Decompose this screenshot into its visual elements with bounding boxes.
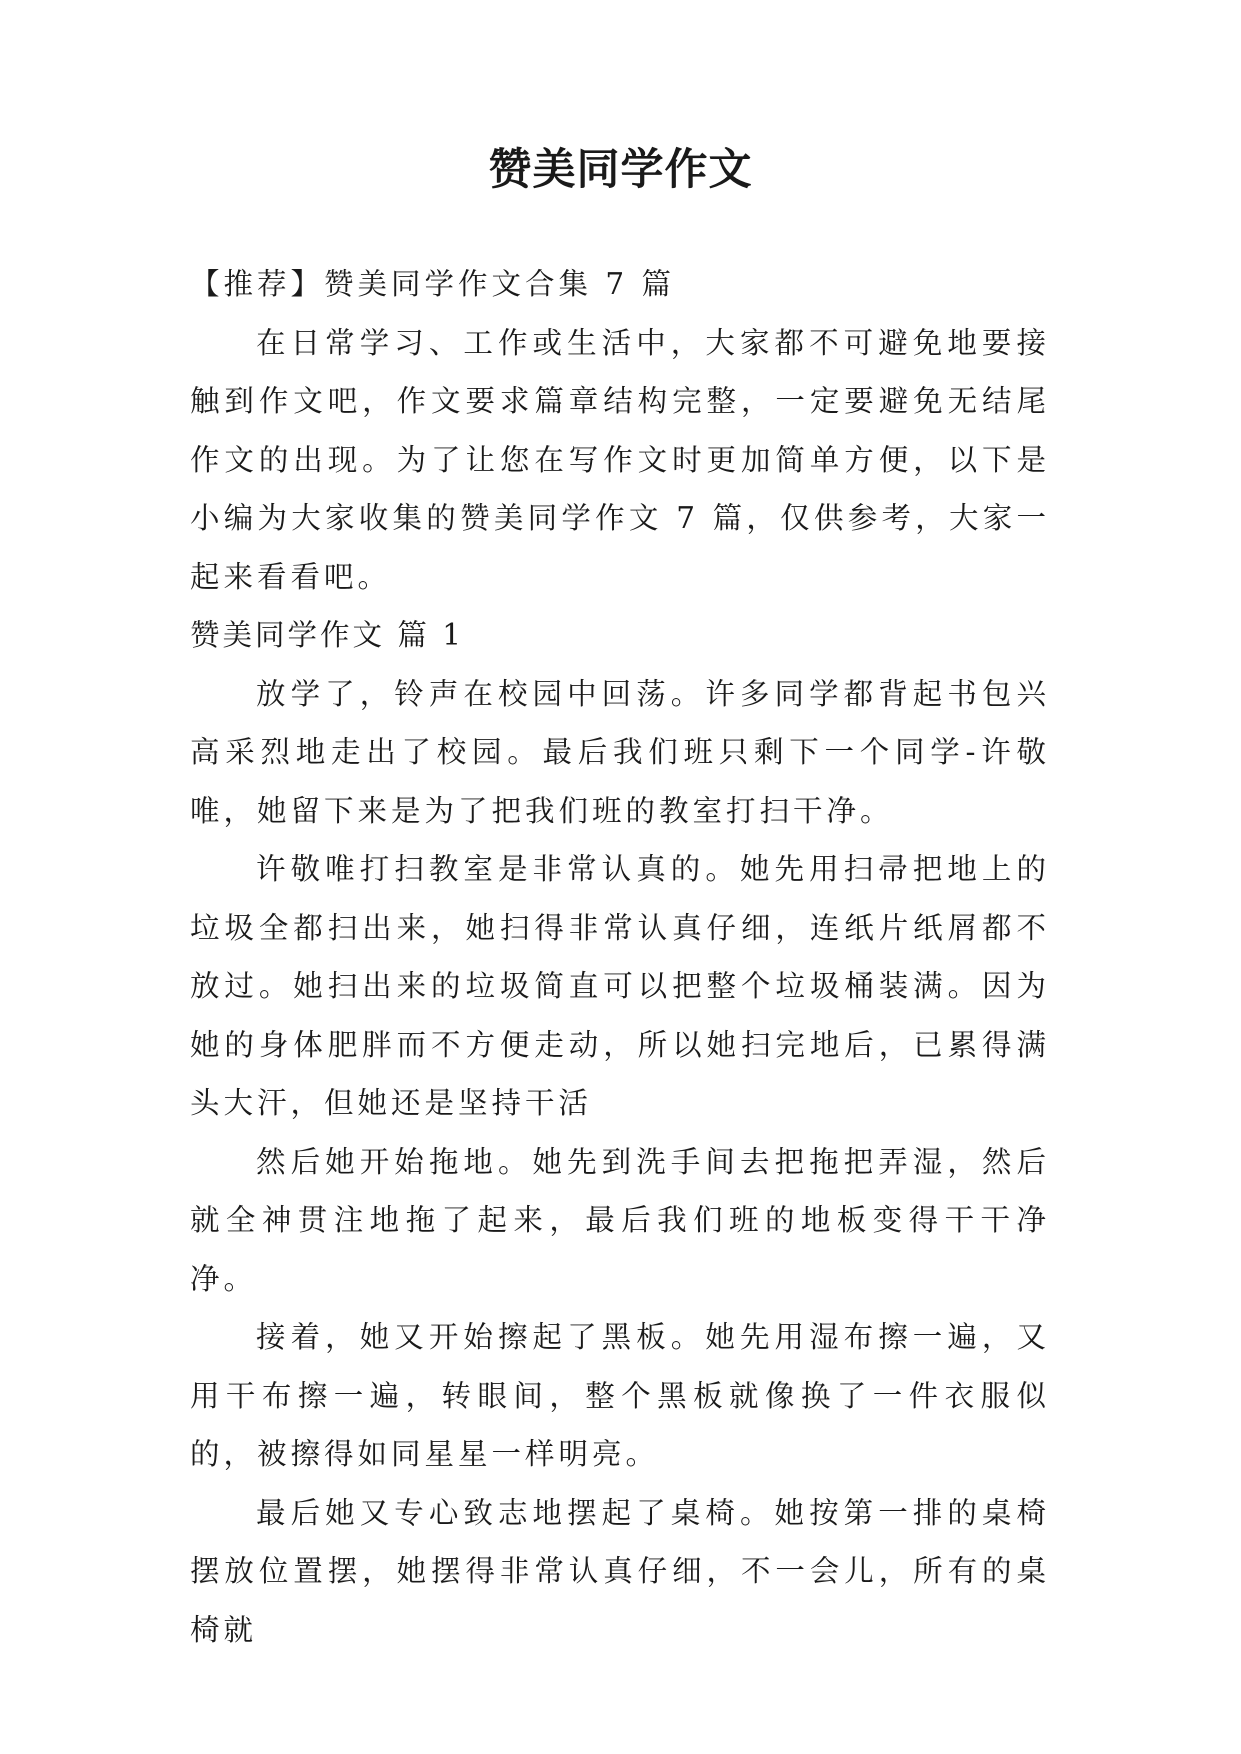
paragraph-4: 接着，她又开始擦起了黑板。她先用湿布擦一遍，又用干布擦一遍，转眼间，整个黑板就像换了一件衣服似的，被擦得如同星星一样明亮。 [190, 1320, 1050, 1471]
paragraph-1: 放学了，铃声在校园中回荡。许多同学都背起书包兴高采烈地走出了校园。最后我们班只剩下一个同学-许敬唯，她留下来是为了把我们班的教室打扫干净。 [190, 676, 1050, 828]
paragraph-5: 最后她又专心致志地摆起了桌椅。她按第一排的桌椅摆放位置摆，她摆得非常认真仔细，不一会儿，所有的桌椅就 [190, 1495, 1050, 1647]
recommend-line: 【推荐】赞美同学作文合集 7 篇 [190, 267, 676, 301]
document-title: 赞美同学作文 [488, 145, 753, 195]
document-body [190, 255, 1050, 1659]
intro-paragraph: 在日常学习、工作或生活中，大家都不可避免地要接触到作文吧，作文要求篇章结构完整，一定要避免无结尾作文的出现。为了让您在写作文时更加简单方便，以下是小编为大家收集的赞美同学作文 7 篇，仅供参考，大家一起来看看吧。 [190, 325, 1050, 594]
paragraph-3: 然后她开始拖地。她先到洗手间去把拖把弄湿，然后就全神贯注地拖了起来，最后我们班的地板变得干干净净。 [190, 1144, 1050, 1296]
section-heading: 赞美同学作文 篇 1 [190, 618, 465, 652]
paragraph-2: 许敬唯打扫教室是非常认真的。她先用扫帚把地上的垃圾全都扫出来，她扫得非常认真仔细，连纸片纸屑都不放过。她扫出来的垃圾简直可以把整个垃圾桶装满。因为她的身体肥胖而不方便走动，所以她扫完地后，已累得满头大汗，但她还是坚持干活 [190, 852, 1050, 1120]
